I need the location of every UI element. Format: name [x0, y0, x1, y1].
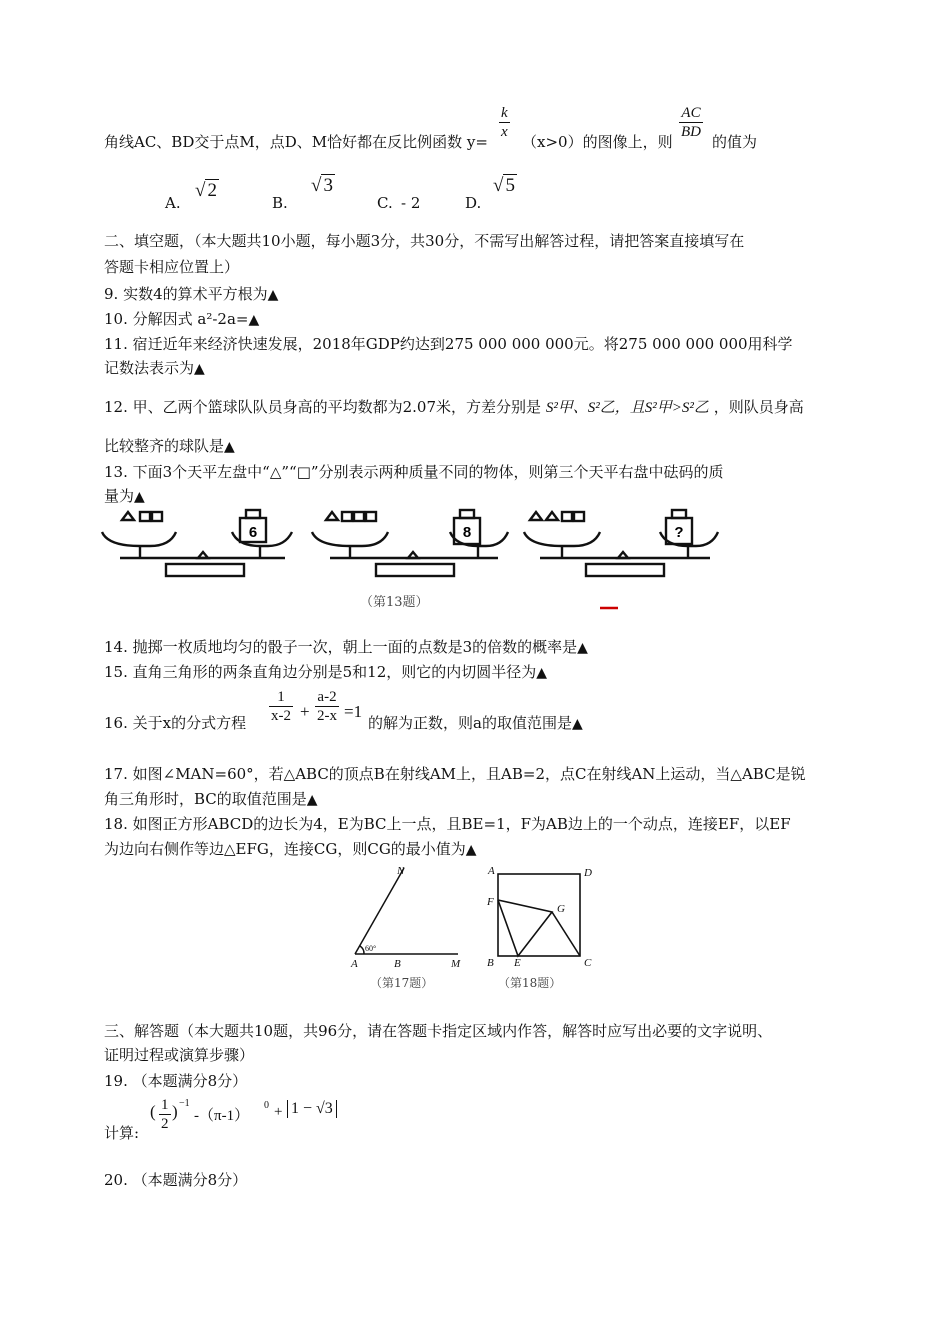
label-a: A — [488, 865, 495, 877]
q16-fraction-2: $\frac{a-2}{2-x}$ — [317, 689, 337, 724]
q8-option-a-value: √ 2 — [195, 180, 217, 201]
label-g: G — [557, 903, 565, 915]
q16: 16. 关于x的分式方程 $\frac{1}{x-2}$ + $\frac{a-2}{2-x}$ =1 的解为正数，则a的取值范围是▲ — [104, 689, 583, 732]
q12-line2: 比较整齐的球队是▲ — [104, 437, 235, 455]
figure-17-caption: （第17题） — [370, 976, 434, 990]
figure-13-balances — [100, 508, 720, 620]
q19-absolute-value: 1 − √3 — [287, 1100, 337, 1118]
q19-title: 19. （本题满分8分） — [104, 1072, 248, 1090]
answer-mark: ▲ — [194, 361, 205, 377]
section2-heading-line2: 答题卡相应位置上） — [104, 258, 240, 276]
q8-option-b-label: B. — [272, 194, 288, 212]
figure-18-caption: （第18题） — [498, 976, 562, 990]
q8-text-a: 角线AC、BD交于点M，点D、M恰好都在反比例函数 y= — [104, 133, 488, 151]
q13-line2: 量为▲ — [104, 487, 145, 505]
q8-text-b: 的值为 — [712, 133, 758, 151]
answer-mark: ▲ — [306, 792, 318, 808]
weight-2-label: 8 — [462, 524, 472, 541]
label-f: F — [487, 896, 494, 908]
q8-condition: （x>0）的图像上，则 — [522, 133, 673, 151]
section3-heading-line1: 三、解答题（本大题共10题，共96分，请在答题卡指定区域内作答，解答时应写出必要的文字说明、 — [104, 1022, 773, 1040]
q16-fraction-1: $\frac{1}{x-2}$ — [271, 689, 291, 724]
q8-ac-over-bd: $\frac{AC}{BD}$ — [681, 105, 701, 140]
q15: 15. 直角三角形的两条直角边分别是5和12，则它的内切圆半径为▲ — [104, 663, 548, 681]
weight-1-label: 6 — [248, 524, 258, 541]
label-e: E — [514, 957, 521, 969]
q8-option-c-value: - 2 — [401, 194, 421, 212]
answer-mark: ▲ — [465, 842, 477, 858]
answer-mark: ▲ — [267, 287, 279, 303]
q18-line1: 18. 如图正方形ABCD的边长为4，E为BC上一点，且BE=1，F为AB边上的一个动点，连接EF，以EF — [104, 815, 791, 833]
q18-line2: 为边向右侧作等边△EFG，连接CG，则CG的最小值为▲ — [104, 840, 477, 858]
answer-mark: ▲ — [134, 489, 145, 505]
q8-options — [165, 175, 565, 212]
q10: 10. 分解因式 a²-2a=▲ — [104, 310, 260, 328]
label-b: B — [487, 957, 494, 969]
q19-fraction: $\frac{1}{2}$ — [161, 1097, 169, 1132]
q11-line2: 记数法表示为▲ — [104, 359, 205, 377]
angle-label: 60° — [365, 944, 377, 953]
weight-3-label: ? — [674, 524, 684, 541]
q11-line1: 11. 宿迁近年来经济快速发展，2018年GDP约达到275 000 000 000元。将275 000 000 000用科学 — [104, 335, 793, 353]
figure-13-caption: （第13题） — [360, 595, 429, 610]
q8-option-a-label: A. — [165, 194, 181, 212]
q13-line1: 13. 下面3个天平左盘中“△”“□”分别表示两种质量不同的物体，则第三个天平右盘中砝码的质 — [104, 463, 724, 481]
q14: 14. 抛掷一枚质地均匀的骰子一次，朝上一面的点数是3的倍数的概率是▲ — [104, 638, 588, 656]
section2-heading-line1: 二、填空题，（本大题共10小题，每小题3分，共30分，不需写出解答过程，请把答案直接填写在 — [104, 232, 745, 250]
label-d: D — [584, 867, 592, 879]
label-b: B — [394, 958, 401, 970]
figure-17 — [340, 862, 470, 994]
q8-option-d-label: D. — [465, 194, 482, 212]
q20-title: 20. （本题满分8分） — [104, 1171, 248, 1189]
answer-mark: ▲ — [224, 439, 235, 455]
balance-3 — [524, 510, 718, 576]
label-c: C — [584, 957, 592, 969]
q8-k-over-x: $\frac{k}{x}$ — [501, 105, 508, 140]
section3-heading-line2: 证明过程或演算步骤） — [104, 1046, 255, 1064]
q9: 9. 实数4的算术平方根为▲ — [104, 285, 279, 303]
answer-mark: ▲ — [536, 665, 548, 681]
balance-2 — [312, 510, 508, 576]
answer-mark: ▲ — [571, 716, 583, 732]
q19-calc: 计算: ( $\frac{1}{2}$ ) −1 -（π-1） 0 + 1 − √3 — [104, 1096, 504, 1140]
answer-mark: ▲ — [248, 312, 260, 328]
label-a: A — [351, 958, 358, 970]
q17-line2: 角三角形时，BC的取值范围是▲ — [104, 790, 318, 808]
label-m: M — [451, 958, 461, 970]
label-n: N — [397, 865, 405, 877]
q12-variance-math: S²甲、S²乙，且S²甲>S²乙 — [545, 400, 709, 416]
q8-option-b-value: √ 3 — [311, 175, 333, 196]
answer-mark: ▲ — [577, 640, 588, 656]
q17-line1: 17. 如图∠MAN=60°，若△ABC的顶点B在射线AM上，且AB=2，点C在射线AN上运动，当△ABC是锐 — [104, 765, 806, 783]
q8-option-c-label: C. — [377, 194, 393, 212]
q8-option-d-value: √ 5 — [493, 175, 515, 196]
balance-1 — [102, 510, 292, 576]
q12-line1: 12. 甲、乙两个篮球队队员身高的平均数都为2.07米，方差分别是 S²甲、S²乙，且S²甲>S²乙 ，则队员身高 — [104, 398, 804, 416]
figure-18 — [484, 862, 604, 994]
